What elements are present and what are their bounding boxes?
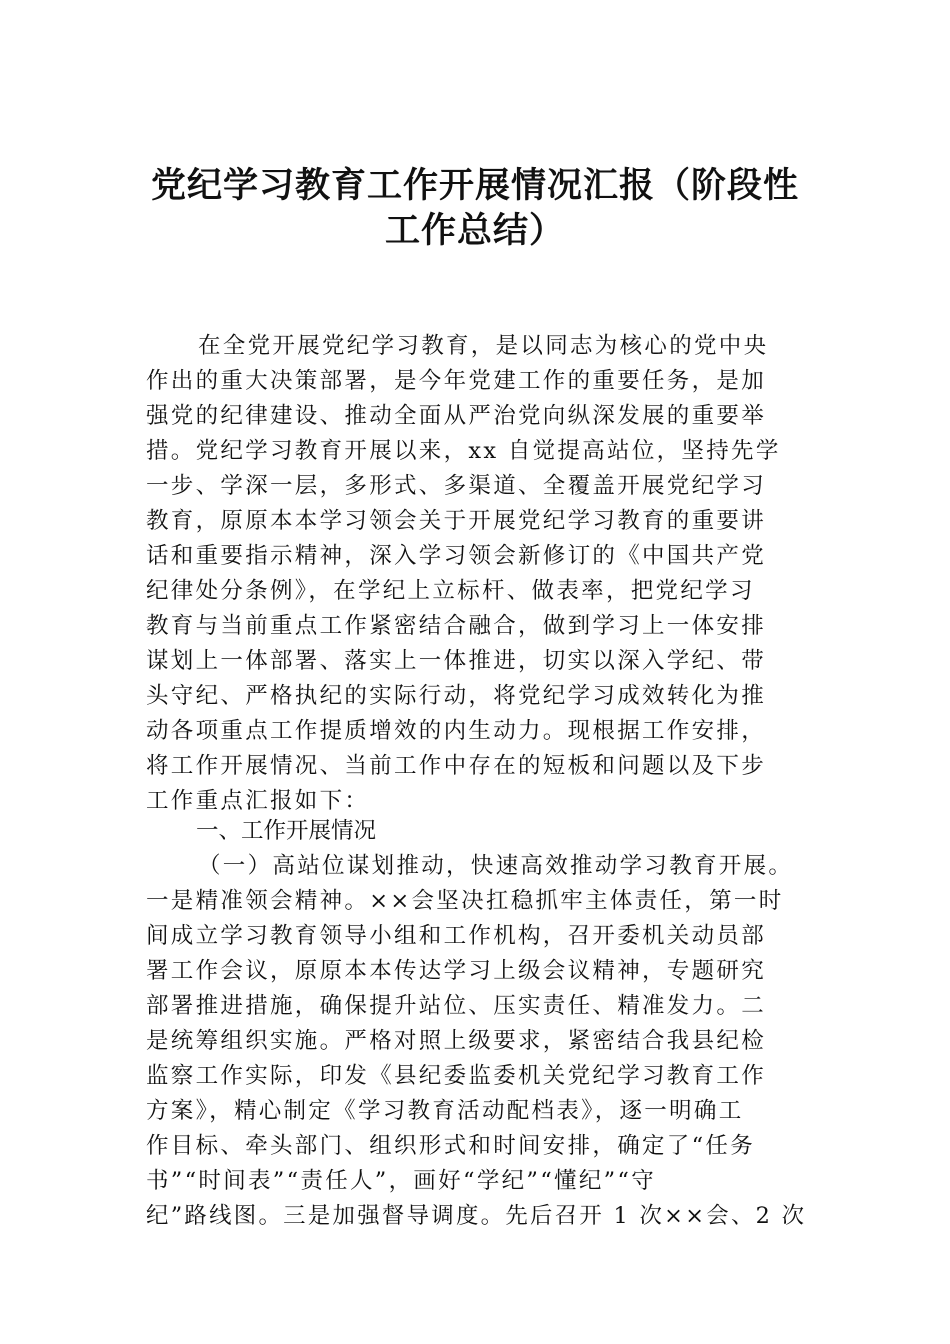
paragraph-line: 强党的纪律建设、推动全面从严治党向纵深发展的重要举 xyxy=(146,403,767,429)
paragraph-line: 书”“时间表”“责任人”，画好“学纪”“懂纪”“守 xyxy=(146,1168,657,1194)
paragraph-line: 在全党开展党纪学习教育，是以同志为核心的党中央 xyxy=(198,333,769,359)
paragraph-line: 署工作会议，原原本本传达学习上级会议精神，专题研究 xyxy=(146,958,767,984)
paragraph-line: 作出的重大决策部署，是今年党建工作的重要任务，是加 xyxy=(146,368,767,394)
paragraph-line: 纪律处分条例》，在学纪上立标杆、做表率，把党纪学习 xyxy=(146,578,755,604)
paragraph-line: 一是精准领会精神。××会坚决扛稳抓牢主体责任，第一时 xyxy=(146,888,784,914)
paragraph-line: 措。党纪学习教育开展以来，xx 自觉提高站位，坚持先学 xyxy=(146,438,781,464)
paragraph-line: 纪”路线图。三是加强督导调度。先后召开 1 次××会、2 次 xyxy=(146,1203,807,1229)
document-title-line-2: 工作总结） xyxy=(384,210,565,251)
paragraph-line: 动各项重点工作提质增效的内生动力。现根据工作安排， xyxy=(146,718,767,744)
paragraph-line: 部署推进措施，确保提升站位、压实责任、精准发力。二 xyxy=(146,993,767,1019)
paragraph-line: 是统筹组织实施。严格对照上级要求，紧密结合我县纪检 xyxy=(146,1028,767,1054)
section-heading-1: 一、工作开展情况 xyxy=(196,818,377,844)
paragraph-line: 头守纪、严格执纪的实际行动，将党纪学习成效转化为推 xyxy=(146,683,767,709)
paragraph-line: 话和重要指示精神，深入学习领会新修订的《中国共产党 xyxy=(146,543,767,569)
paragraph-line: 教育与当前重点工作紧密结合融合，做到学习上一体安排 xyxy=(146,613,767,639)
paragraph-line: 工作重点汇报如下： xyxy=(146,788,370,814)
paragraph-line: 谋划上一体部署、落实上一体推进，切实以深入学纪、带 xyxy=(146,648,767,674)
document-title-line-1: 党纪学习教育工作开展情况汇报（阶段性 xyxy=(150,165,799,206)
paragraph-line: 监察工作实际，印发《县纪委监委机关党纪学习教育工作 xyxy=(146,1063,767,1089)
paragraph-line: 将工作开展情况、当前工作中存在的短板和问题以及下步 xyxy=(146,753,767,779)
paragraph-line: 间成立学习教育领导小组和工作机构，召开委机关动员部 xyxy=(146,923,767,949)
paragraph-line: 教育，原原本本学习领会关于开展党纪学习教育的重要讲 xyxy=(146,508,767,534)
paragraph-line: 方案》，精心制定《学习教育活动配档表》，逐一明确工 xyxy=(146,1098,744,1124)
paragraph-line: 一步、学深一层，多形式、多渠道、全覆盖开展党纪学习 xyxy=(146,473,767,499)
paragraph-line: （一）高站位谋划推动，快速高效推动学习教育开展。 xyxy=(198,853,794,879)
paragraph-line: 作目标、牵头部门、组织形式和时间安排，确定了“任务 xyxy=(146,1133,756,1159)
